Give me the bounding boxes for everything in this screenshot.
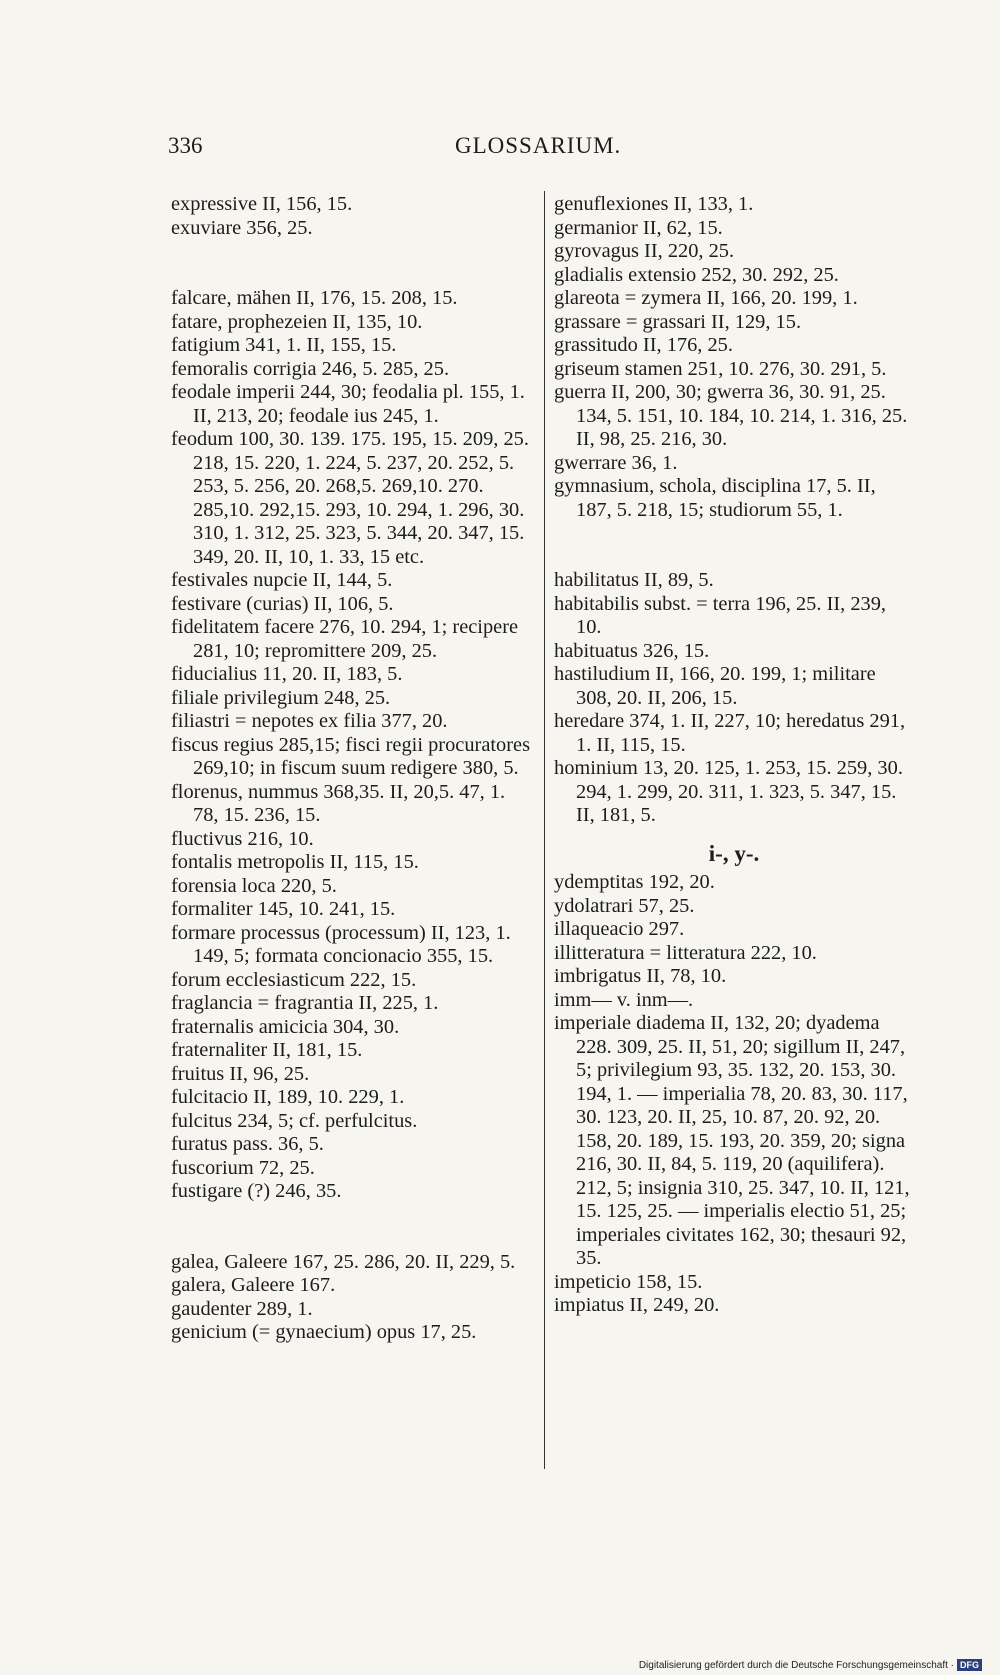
glossary-entry: fluctivus 216, 10. <box>171 827 314 850</box>
glossary-entry: impeticio 158, 15. <box>554 1270 703 1293</box>
glossary-entry: impiatus II, 249, 20. <box>554 1294 720 1316</box>
page-number: 336 <box>168 133 203 158</box>
glossary-entry: heredare 374, 1. II, 227, 10; heredatus 291, 1. II, 115, 15. <box>554 710 906 756</box>
glossary-entry: habilitatus II, 89, 5. <box>554 569 714 591</box>
glossary-entry: gymnasium, schola, disciplina 17, 5. II, 187, 5. 218, 15; studiorum 55, 1. <box>554 475 876 521</box>
glossary-entry: galera, Galeere 167. <box>171 1274 336 1296</box>
glossary-entry: formare processus (processum) II, 123, 1. 149, 5; formata concionacio 355, 15. <box>171 921 511 967</box>
glossary-entry: forum ecclesiasticum 222, 15. <box>171 968 417 991</box>
glossary-entry: expressive II, 156, 15. <box>171 193 353 215</box>
glossary-entry: falcare, mähen II, 176, 15. 208, 15. <box>171 287 458 309</box>
left-column <box>171 193 531 1345</box>
glossary-entry: grassare = grassari II, 129, 15. <box>554 310 802 333</box>
glossary-entry: fidelitatem facere 276, 10. 294, 1; recipere 281, 10; repromittere 209, 25. <box>171 616 519 662</box>
glossary-entry: imm— v. inm—. <box>554 988 694 1011</box>
glossary-entry: habitabilis subst. = terra 196, 25. II, 239, 10. <box>554 592 887 638</box>
glossary-entry: festivare (curias) II, 106, 5. <box>171 592 394 615</box>
glossary-entry: femoralis corrigia 246, 5. 285, 25. <box>171 357 450 380</box>
footer-text: Digitalisierung gefördert durch die Deutsche Forschungsgemeinschaft · <box>638 1660 954 1671</box>
glossary-entry: gyrovagus II, 220, 25. <box>554 240 735 262</box>
footer <box>639 1659 982 1671</box>
glossary-entry: fraglancia = fragrantia II, 225, 1. <box>171 992 439 1014</box>
glossary-entry: guerra II, 200, 30; gwerra 36, 30. 91, 25. 134, 5. 151, 10. 184, 10. 214, 1. 316, 25. II, 98, 25. 216, 30. <box>554 381 908 450</box>
glossary-entry: illaqueacio 297. <box>554 918 685 940</box>
glossary-entry: fruitus II, 96, 25. <box>171 1062 310 1085</box>
glossary-entry: gaudenter 289, 1. <box>171 1297 313 1320</box>
glossary-entry: imperiale diadema II, 132, 20; dyadema 228. 309, 25. II, 51, 20; sigillum II, 247, 5; privilegium 93, 35. 132, 20. 153, 30. 194, 1. — imperialia 78, 20. 83, 30. 117, 30. 123, 20. II, 25, 10. 87, 20. 92, 20. 158, 20. 189, 15. 193, 20. 359, 20; signa 216, 30. II, 84, 5. 119, 20 (aquilifera). 212, 5; insignia 310, 25. 347, 10. II, 121, 15. 125, 25. — imperialis electio 51, 25; imperiales civitates 162, 30; thesauri 92, 35. <box>554 1012 910 1269</box>
running-title: GLOSSARIUM. <box>455 133 622 158</box>
glossary-entry: illitteratura = litteratura 222, 10. <box>554 941 817 964</box>
glossary-entry: formaliter 145, 10. 241, 15. <box>171 898 396 920</box>
glossary-entry: fraternalis amicicia 304, 30. <box>171 1015 400 1038</box>
column-divider <box>544 191 545 1469</box>
glossary-entry: feodum 100, 30. 139. 175. 195, 15. 209, 25. 218, 15. 220, 1. 224, 5. 237, 20. 252, 5. 253, 5. 256, 20. 268,5. 269,10. 270. 285,10. 292,15. 293, 10. 294, 1. 296, 30. 310, 1. 312, 25. 323, 5. 344, 20. 347, 15. 349, 20. II, 10, 1. 33, 15 etc. <box>171 428 529 568</box>
glossary-entry: griseum stamen 251, 10. 276, 30. 291, 5. <box>554 357 887 380</box>
section-spacer <box>554 522 914 569</box>
glossary-entry: genicium (= gynaecium) opus 17, 25. <box>171 1321 477 1343</box>
section-spacer <box>171 240 531 287</box>
glossary-entry: grassitudo II, 176, 25. <box>554 334 733 356</box>
glossary-entry: imbrigatus II, 78, 10. <box>554 965 727 987</box>
glossary-entry: fustigare (?) 246, 35. <box>171 1180 342 1202</box>
dfg-logo: DFG <box>957 1659 982 1671</box>
glossary-entry: fuscorium 72, 25. <box>171 1156 315 1179</box>
glossary-entry: habituatus 326, 15. <box>554 639 710 662</box>
glossary-entry: gwerrare 36, 1. <box>554 451 678 474</box>
glossary-entry: gladialis extensio 252, 30. 292, 25. <box>554 263 839 286</box>
right-column <box>554 193 914 1318</box>
glossary-entry: hominium 13, 20. 125, 1. 253, 15. 259, 30. 294, 1. 299, 20. 311, 1. 323, 5. 347, 15. II, 181, 5. <box>554 757 903 826</box>
glossary-entry: exuviare 356, 25. <box>171 216 313 239</box>
glossary-entry: genuflexiones II, 133, 1. <box>554 193 754 215</box>
glossary-entry: fulcitacio II, 189, 10. 229, 1. <box>171 1086 405 1108</box>
glossary-entry: filiastri = nepotes ex filia 377, 20. <box>171 710 448 732</box>
glossary-entry: fatigium 341, 1. II, 155, 15. <box>171 334 397 356</box>
glossary-entry: germanior II, 62, 15. <box>554 216 723 239</box>
glossary-entry: forensia loca 220, 5. <box>171 874 337 897</box>
glossary-entry: hastiludium II, 166, 20. 199, 1; militare 308, 20. II, 206, 15. <box>554 663 876 709</box>
glossary-entry: fatare, prophezeien II, 135, 10. <box>171 310 423 333</box>
section-spacer <box>171 1204 531 1251</box>
glossary-entry: glareota = zymera II, 166, 20. 199, 1. <box>554 287 858 309</box>
glossary-entry: feodale imperii 244, 30; feodalia pl. 155, 1. II, 213, 20; feodale ius 245, 1. <box>171 381 525 427</box>
glossary-entry: ydolatrari 57, 25. <box>554 894 695 917</box>
glossary-entry: galea, Galeere 167, 25. 286, 20. II, 229, 5. <box>171 1250 516 1273</box>
glossary-entry: florenus, nummus 368,35. II, 20,5. 47, 1. 78, 15. 236, 15. <box>171 780 506 826</box>
section-heading: i-, y-. <box>708 840 760 866</box>
glossary-entry: fiducialius 11, 20. II, 183, 5. <box>171 663 403 685</box>
glossary-entry: filiale privilegium 248, 25. <box>171 686 391 709</box>
glossary-entry: fiscus regius 285,15; fisci regii procuratores 269,10; in fiscum suum redigere 380, 5. <box>171 733 531 779</box>
glossary-entry: furatus pass. 36, 5. <box>171 1133 324 1155</box>
glossary-entry: fraternaliter II, 181, 15. <box>171 1039 363 1061</box>
glossary-entry: fontalis metropolis II, 115, 15. <box>171 851 419 873</box>
glossary-entry: festivales nupcie II, 144, 5. <box>171 569 393 591</box>
glossary-entry: fulcitus 234, 5; cf. perfulcitus. <box>171 1109 418 1132</box>
glossary-entry: ydemptitas 192, 20. <box>554 871 715 893</box>
